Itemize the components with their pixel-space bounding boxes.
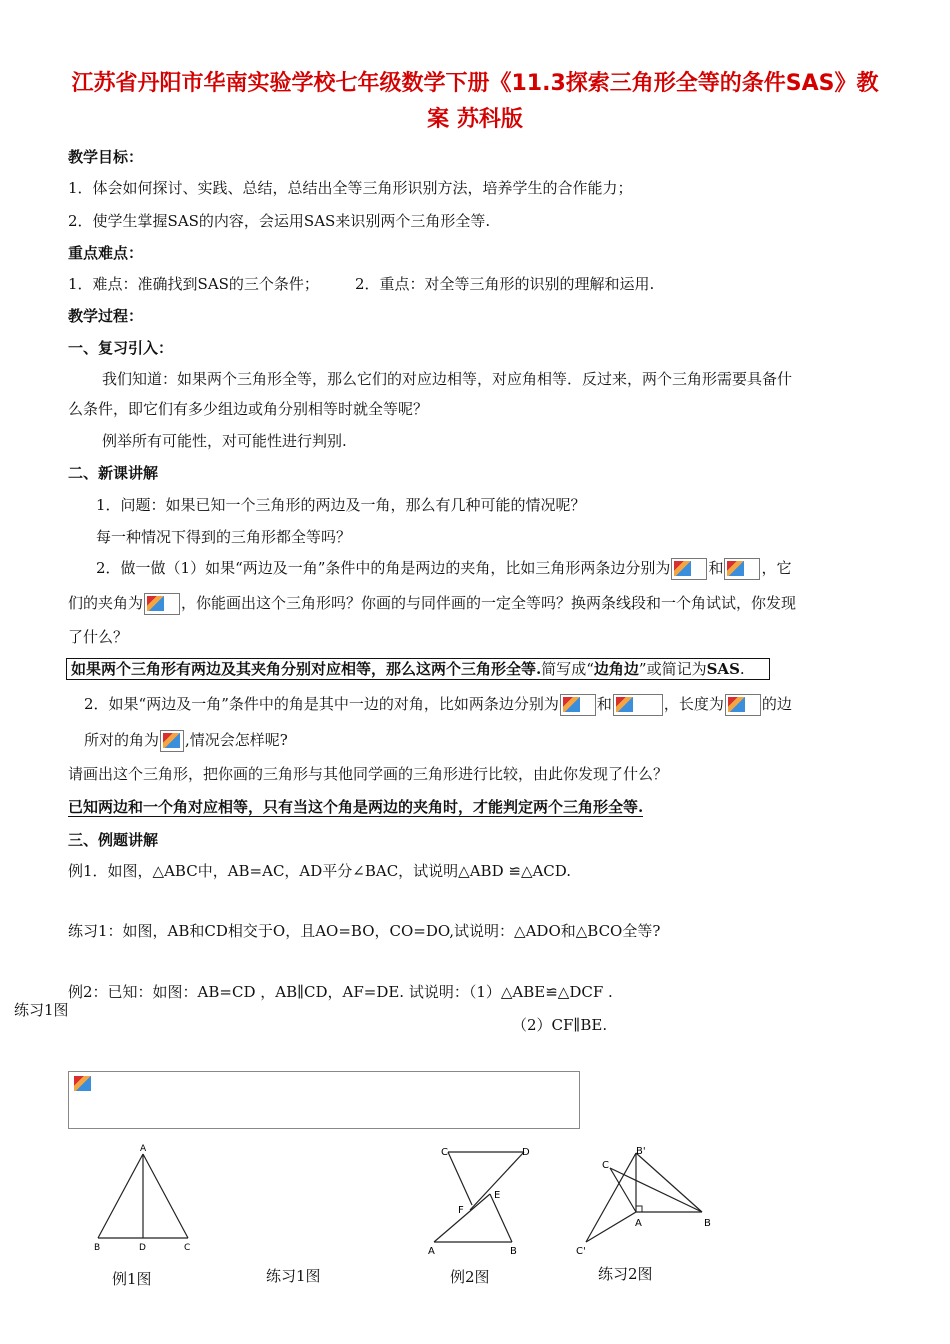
practice-2-figure: [572, 1140, 722, 1260]
fig3-label: B: [704, 1218, 711, 1229]
fig3-label: C: [602, 1160, 609, 1171]
caption-example-1: 例1图: [112, 1270, 152, 1288]
example-1-figure: [88, 1140, 200, 1260]
fig2-label: D: [522, 1147, 530, 1158]
image-placeholder-icon: [725, 694, 761, 716]
fig3-label: B': [636, 1146, 646, 1157]
example-2b: （2）CF∥BE.: [512, 1016, 608, 1034]
sas-normal-1: 简写成“: [541, 660, 594, 678]
image-placeholder-icon: [144, 593, 180, 615]
example-heading: 三、例题讲解: [68, 831, 159, 849]
fig2-label: C: [441, 1147, 448, 1158]
fig2-label: A: [428, 1246, 435, 1257]
review-paragraph-2: 例举所有可能性，对可能性进行判别.: [102, 432, 347, 450]
sas-bold-1: 如果两个三角形有两边及其夹角分别对应相等，那么这两个三角形全等.: [71, 660, 542, 678]
image-placeholder-icon: [72, 1074, 94, 1094]
sas-bold-3: SAS: [706, 660, 740, 678]
image-placeholder-icon: [160, 730, 184, 752]
caption-practice-2: 练习2图: [598, 1265, 653, 1283]
example-2: 例2：已知：如图：AB=CD ，AB∥CD，AF=DE. 试说明：（1）△ABE≌△DCF .: [68, 983, 613, 1001]
review-paragraph-1a: 我们知道：如果两个三角形全等，那么它们的对应边相等，对应角相等．反过来，两个三角形需要具备什: [102, 370, 793, 388]
fig3-label: A: [635, 1218, 642, 1229]
image-placeholder-icon: [724, 558, 760, 580]
fig1-label: D: [139, 1243, 146, 1253]
and-text-2: 和: [596, 695, 612, 713]
and-text: 和: [708, 559, 724, 577]
do-it-1-line-c: 了什么？: [68, 628, 129, 646]
caption-practice-1: 练习1图: [266, 1267, 321, 1285]
do-it-1-text: 2．做一做（1）如果“两边及一角”条件中的角是两边的夹角，比如三角形两条边分别为: [96, 559, 671, 577]
sas-end: .: [739, 660, 745, 678]
question-1b: 每一种情况下得到的三角形都全等吗？: [96, 528, 352, 546]
title-line-2: 案 苏科版: [427, 107, 523, 132]
stray-caption: 练习1图: [14, 1001, 69, 1019]
image-placeholder-icon: [560, 694, 596, 716]
fig3-label: C': [576, 1246, 586, 1257]
review-paragraph-1b: 么条件，即它们有多少组边或角分别相等时就全等呢？: [68, 400, 429, 418]
new-lesson-heading: 二、新课讲解: [68, 464, 159, 482]
difficulty-text: 1．难点：准确找到SAS的三个条件；: [68, 275, 319, 293]
focus-text: 2．重点：对全等三角形的识别的理解和运用.: [354, 275, 655, 293]
fig1-label: A: [140, 1144, 147, 1154]
do-it-1-text-b: ，它: [761, 559, 792, 577]
do-it-2-line-b: [84, 729, 288, 752]
process-heading: 教学过程：: [68, 307, 144, 325]
do-it-2-text-c: 的边: [761, 695, 792, 713]
keypoints-heading: 重点难点：: [68, 244, 144, 262]
do-it-2-text-d: 所对的角为: [84, 731, 160, 749]
fig2-label: F: [458, 1205, 464, 1216]
goal-item-2: 2．使学生掌握SAS的内容，会运用SAS来识别两个三角形全等.: [68, 212, 491, 230]
review-heading: 一、复习引入：: [68, 339, 174, 357]
do-it-2-text: 2．如果“两边及一角”条件中的角是其中一边的对角，比如两条边分别为: [84, 695, 559, 713]
do-it-2-text-b: ，长度为: [663, 695, 724, 713]
image-placeholder-box: [68, 1071, 580, 1129]
do-it-1-text-c: 们的夹角为: [68, 594, 144, 612]
conclusion-line: [68, 796, 643, 818]
keypoints-row: [68, 273, 654, 295]
goal-item-1: 1．体会如何探讨、实践、总结，总结出全等三角形识别方法，培养学生的合作能力；: [68, 179, 633, 197]
fig1-label: C: [184, 1243, 191, 1253]
do-it-1-line-a: [96, 557, 791, 580]
fig2-label: B: [510, 1246, 517, 1257]
do-it-2-text-e: ,情况会怎样呢?: [185, 731, 288, 749]
question-1: 1．问题：如果已知一个三角形的两边及一角，那么有几种可能的情况呢？: [96, 496, 586, 514]
do-it-1-line-b: [68, 592, 796, 615]
fig1-label: B: [94, 1243, 101, 1253]
sas-statement: [66, 658, 770, 680]
example-1: 例1．如图，△ABC中，AB=AC，AD平分∠BAC，试说明△ABD ≌△ACD.: [68, 862, 572, 880]
practice-1: 练习1：如图，AB和CD相交于O，且AO=BO，CO=DO,试说明：△ADO和△BCO全等?: [68, 922, 661, 940]
do-it-2-line-a: [84, 693, 792, 716]
sas-bold-2: 边角边: [593, 660, 639, 678]
compare-text: 请画出这个三角形，把你画的三角形与其他同学画的三角形进行比较，由此你发现了什么？: [68, 765, 669, 783]
goals-heading: 教学目标：: [68, 148, 144, 166]
fig2-label: E: [494, 1190, 501, 1201]
conclusion-text: 已知两边和一个角对应相等，只有当这个角是两边的夹角时，才能判定两个三角形全等.: [68, 798, 644, 816]
caption-example-2: 例2图: [450, 1268, 490, 1286]
example-2-figure: [424, 1140, 544, 1260]
image-placeholder-icon: [671, 558, 707, 580]
do-it-1-text-d: ，你能画出这个三角形吗？你画的与同伴画的一定全等吗？换两条线段和一个角试试，你发现: [181, 594, 797, 612]
sas-box: [66, 658, 770, 680]
sas-normal-2: ”或简记为: [638, 660, 707, 678]
title-line-1: 江苏省丹阳市华南实验学校七年级数学下册《11.3探索三角形全等的条件SAS》教: [71, 71, 879, 96]
image-placeholder-icon: [613, 694, 663, 716]
